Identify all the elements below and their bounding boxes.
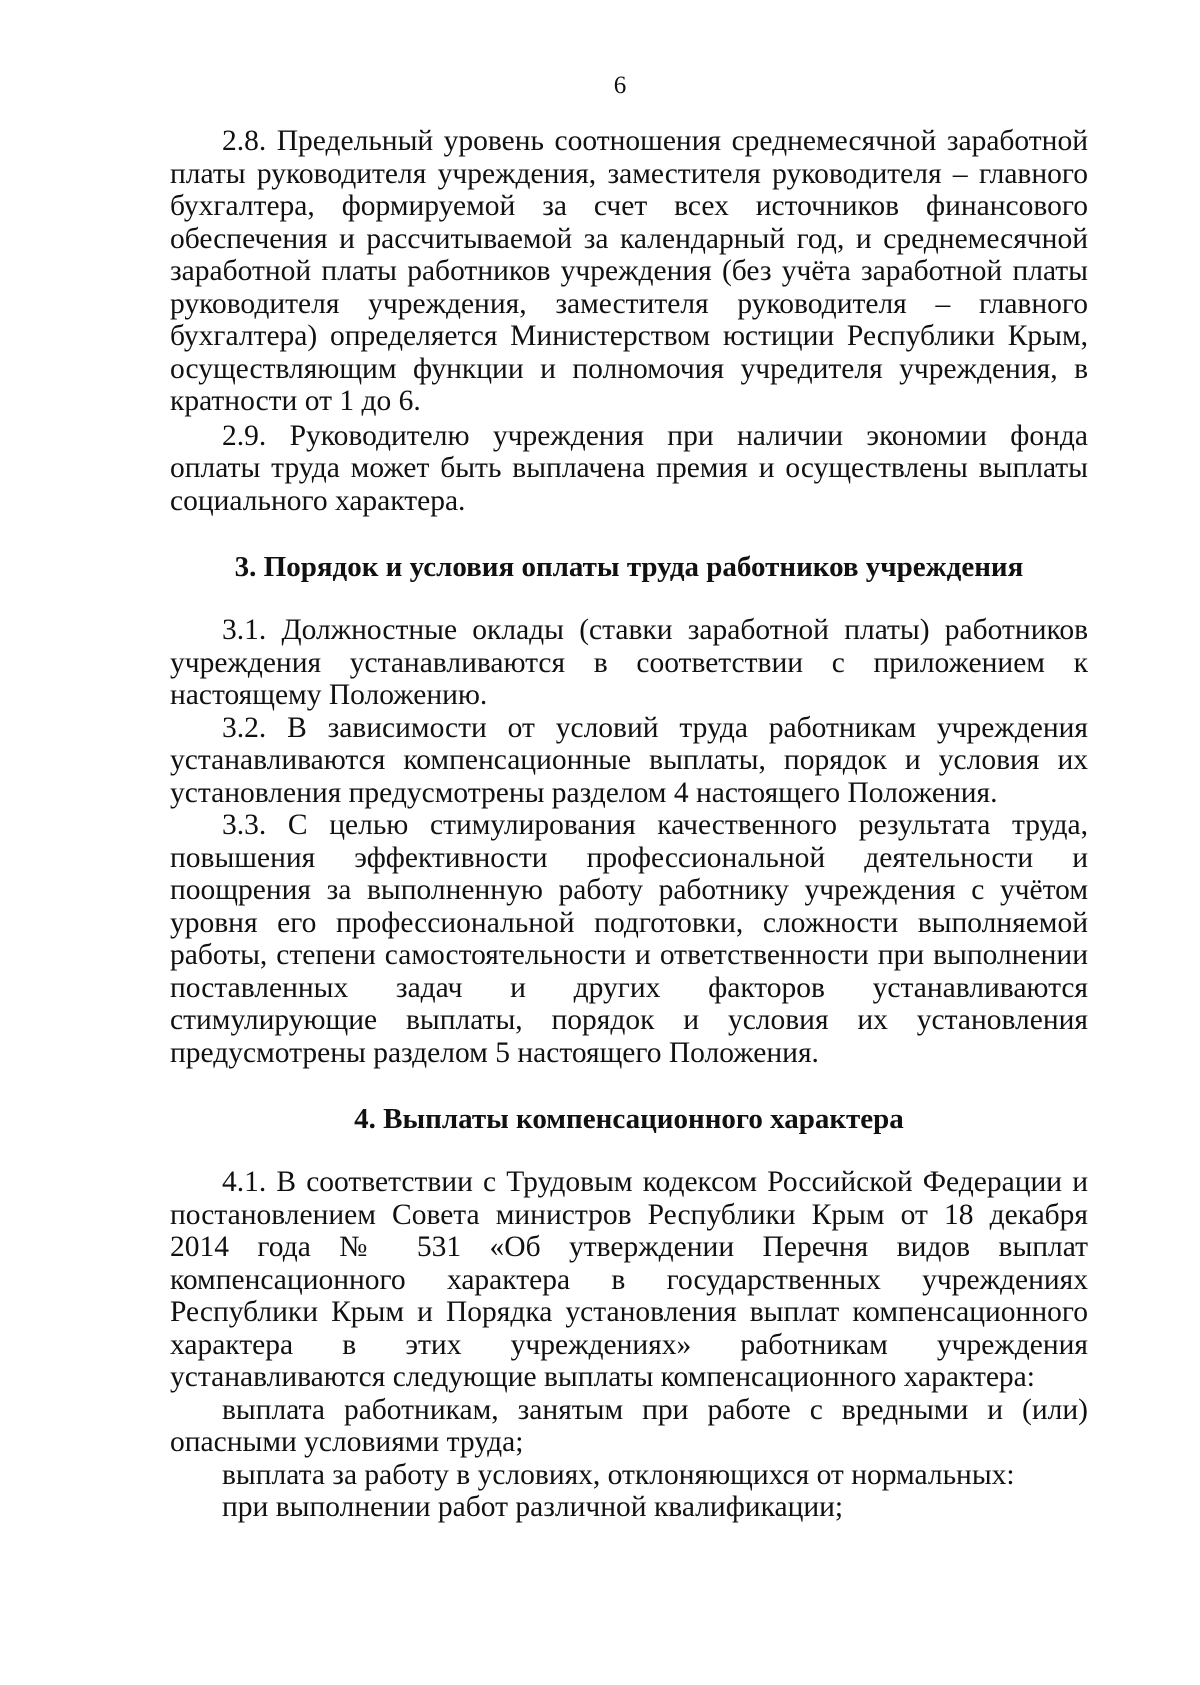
- list-item-harmful-conditions: выплата работникам, занятым при работе с вредными и (или) опасными условиями труда;: [170, 1393, 1088, 1458]
- section-4-heading: 4. Выплаты компенсационного характера: [354, 1103, 904, 1135]
- paragraph-3-3: 3.3. С целью стимулирования качественного результата труда, повышения эффективности профессиональной деятельности и поощрения за выполненную работу работнику учреждения с учётом уровня его профессиональной подготовки, сложности выполняемой работы, степени самостоятельности и ответственности при выполнении поставленных задач и других факторов устанавливаются стимулирующие выплаты, порядок и условия их установления предусмотрены разделом 5 настоящего Положения.: [170, 809, 1088, 1069]
- paragraph-3-2: 3.2. В зависимости от условий труда работникам учреждения устанавливаются компенсационные выплаты, порядок и условия их установления предусмотрены разделом 4 настоящего Положения.: [170, 711, 1088, 809]
- paragraph-2-9: 2.9. Руководителю учреждения при наличии экономии фонда оплаты труда может быть выплачена премия и осуществлены выплаты социального характера.: [170, 419, 1088, 517]
- list-item-abnormal-conditions: выплата за работу в условиях, отклоняющихся от нормальных:: [222, 1458, 1015, 1491]
- document-body: [170, 125, 1088, 1524]
- page-number: 6: [613, 72, 627, 99]
- paragraph-2-8: 2.8. Предельный уровень соотношения среднемесячной заработной платы руководителя учреждения, заместителя руководителя – главного бухгалтера, формируемой за счет всех источников финансового обеспечения и рассчитываемой за календарный год, и среднемесячной заработной платы работников учреждения (без учёта заработной платы руководителя учреждения, заместителя руководителя – главного бухгалтера) определяется Министерством юстиции Республики Крым, осуществляющим функции и полномочия учредителя учреждения, в кратности от 1 до 6.: [170, 125, 1088, 417]
- section-3-heading: 3. Порядок и условия оплаты труда работников учреждения: [234, 551, 1024, 583]
- paragraph-4-1: 4.1. В соответствии с Трудовым кодексом Российской Федерации и постановлением Совета министров Республики Крым от 18 декабря 2014 года № 531 «Об утверждении Перечня видов выплат компенсационного характера в государственных учреждениях Республики Крым и Порядка установления выплат компенсационного характера в этих учреждениях» работникам учреждения устанавливаются следующие выплаты компенсационного характера:: [170, 1166, 1088, 1393]
- list-item-different-qualification: при выполнении работ различной квалификации;: [222, 1491, 844, 1523]
- paragraph-3-1: 3.1. Должностные оклады (ставки заработной платы) работников учреждения устанавливаются в соответствии с приложением к настоящему Положению.: [170, 614, 1088, 711]
